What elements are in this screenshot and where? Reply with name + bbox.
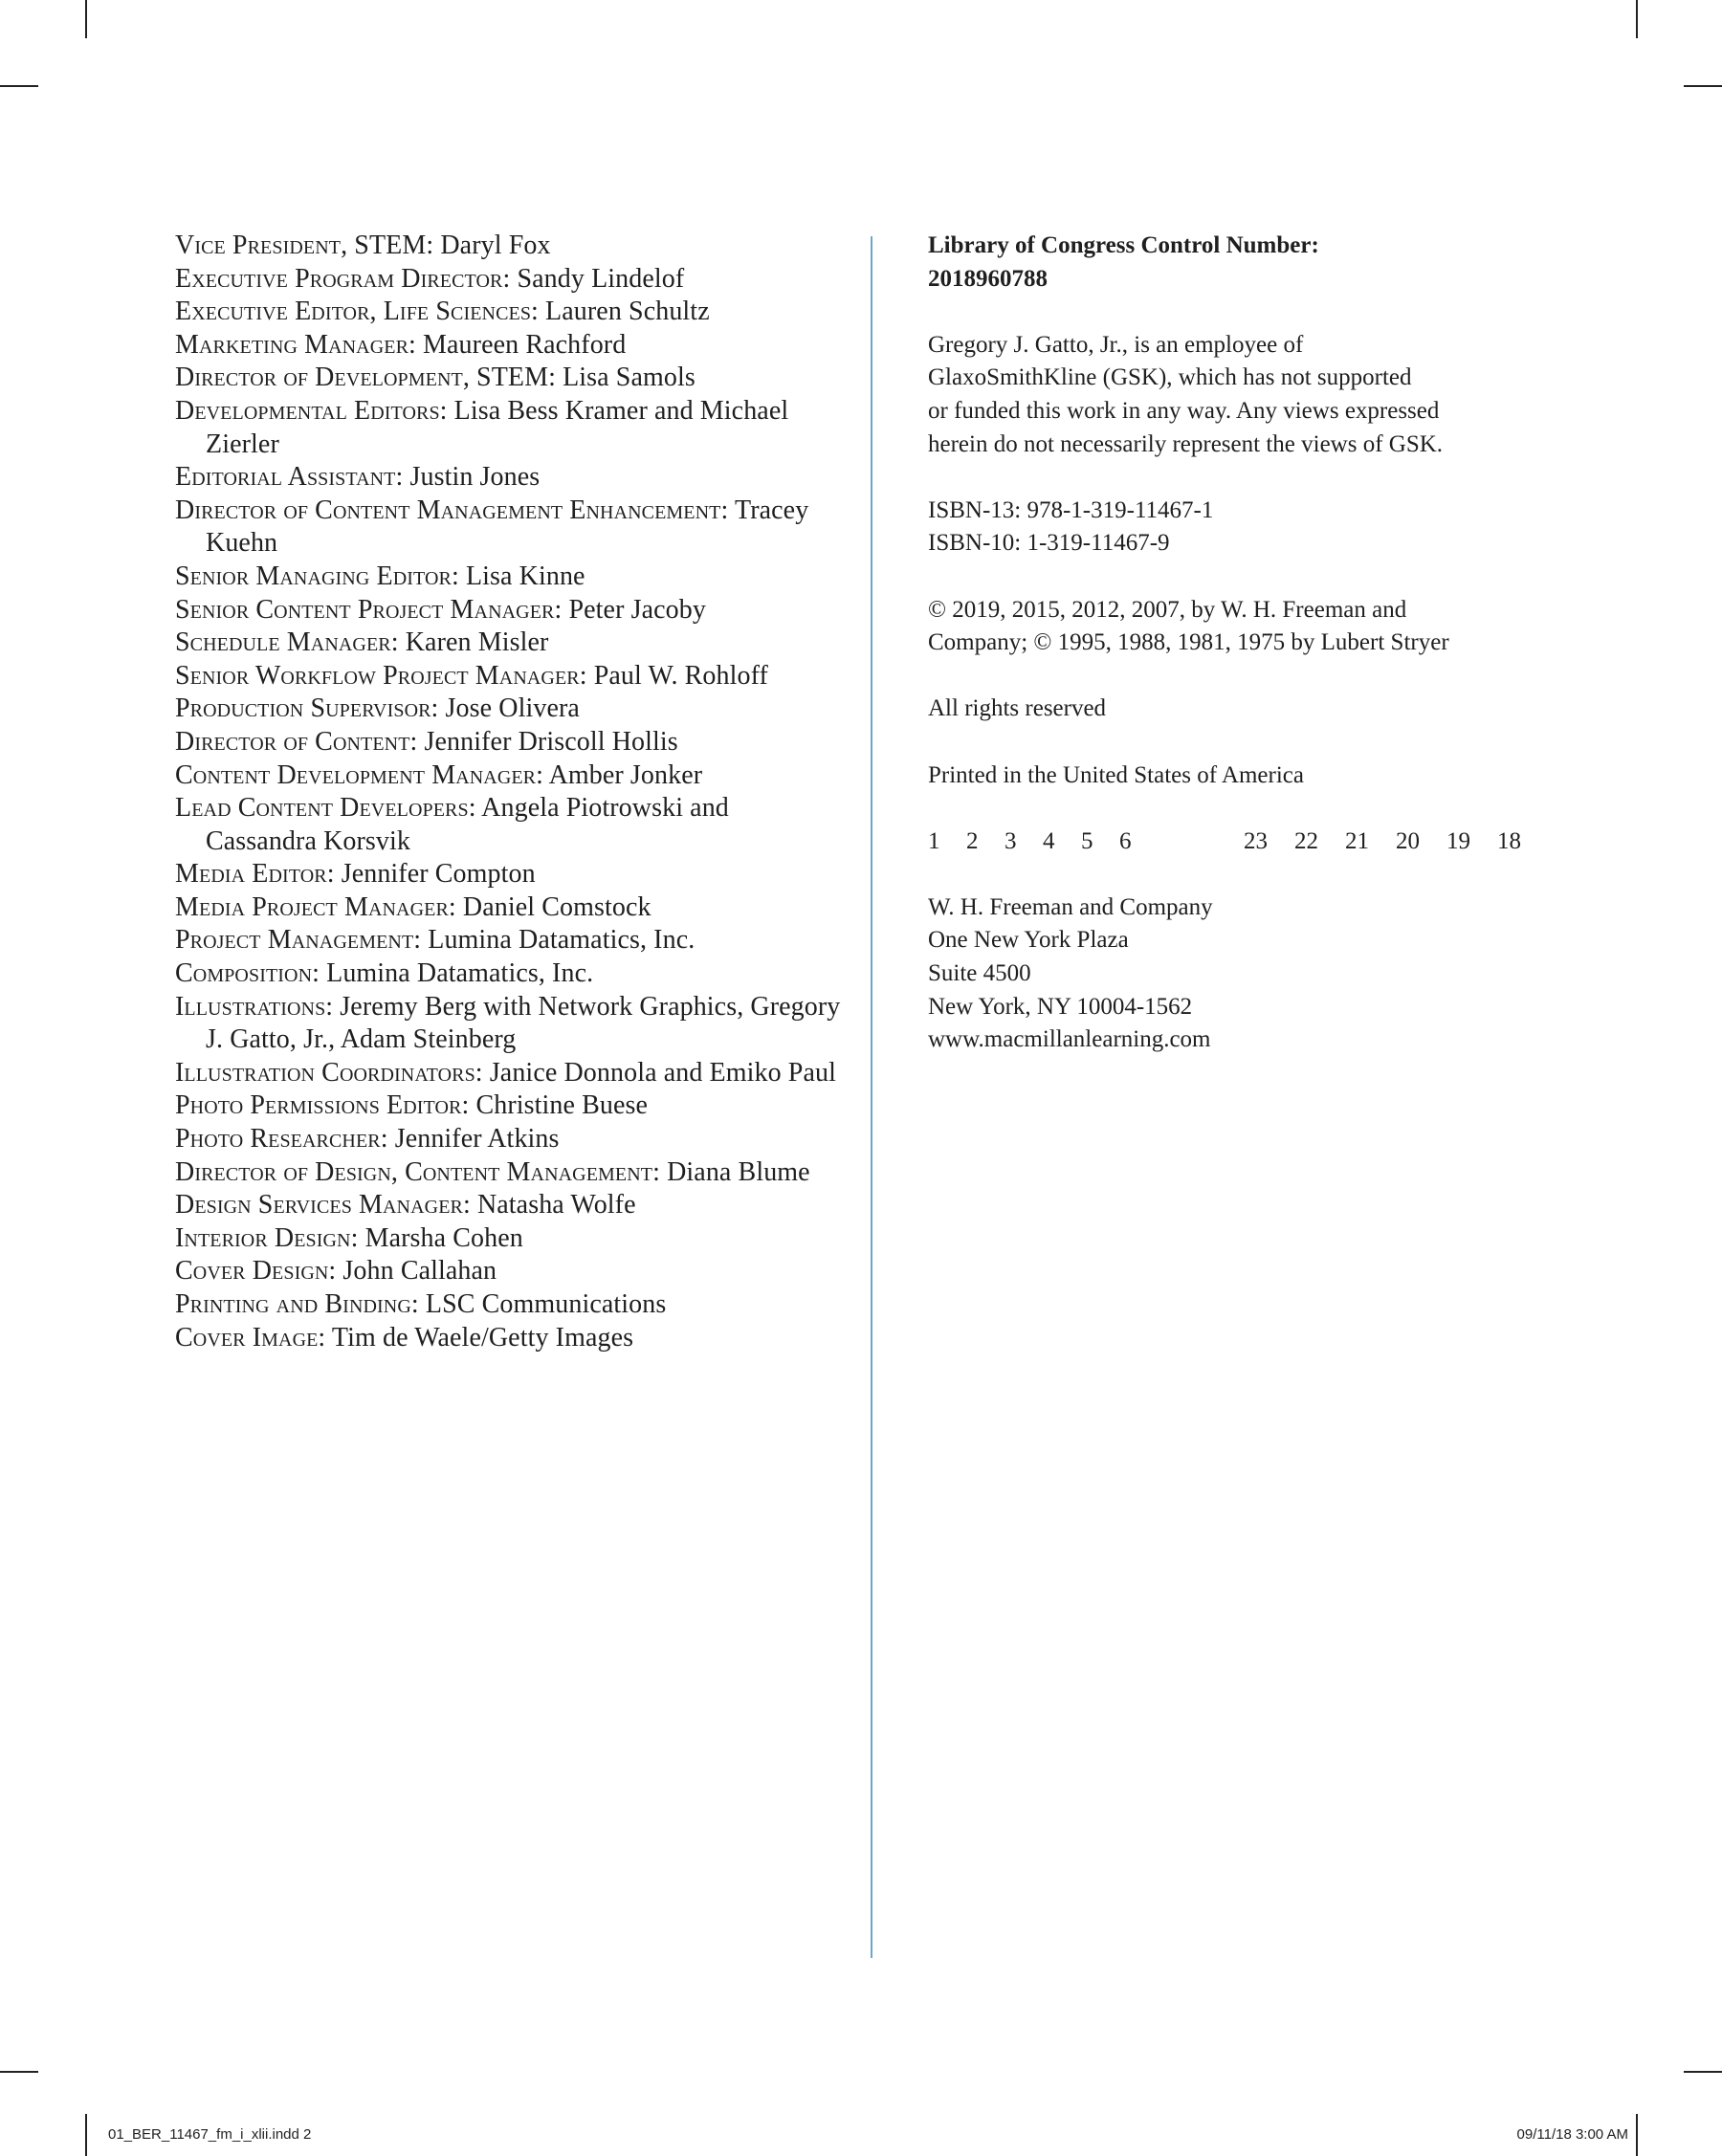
credit-line [175,1156,845,1190]
crop-mark [0,85,38,87]
printing-year: 20 [1396,827,1420,854]
staff-credits [175,230,845,1354]
credit-role: Schedule Manager: [175,627,399,658]
credit-line [175,395,845,461]
credit-name: Lauren Schultz [545,297,710,327]
crop-mark [0,2071,38,2073]
credit-name: Jennifer Compton [341,859,536,890]
credit-role: Photo Researcher: [175,1124,388,1155]
printing-number: 4 [1043,827,1055,854]
publisher-city: New York, NY 10004-1562 [928,993,1193,1020]
credit-name: LSC Communications [425,1289,667,1319]
slug-filename: 01_BER_11467_fm_i_xlii.indd 2 [108,2126,312,2143]
credit-line [175,627,845,660]
disclaimer-line: or funded this work in any way. Any views expressed [928,397,1440,424]
credit-name: Paul W. Rohloff [593,660,768,691]
isbn-13: ISBN-13: 978-1-319-11467-1 [928,496,1214,523]
credit-name: Lisa Bess Kramer and Michael Zierler [206,395,789,459]
lccn-number: 2018960788 [928,265,1048,292]
credit-line [175,759,845,793]
credit-role: Lead Content Developers: [175,793,476,824]
printing-year: 19 [1446,827,1470,854]
credit-line [175,594,845,627]
credit-name: Lisa Samols [563,363,695,393]
credit-role: Cover Image: [175,1322,326,1353]
credit-role: Illustration Coordinators: [175,1057,483,1088]
credit-name: Lumina Datamatics, Inc. [326,958,594,989]
printing-year: 23 [1244,827,1268,854]
credit-name: Karen Misler [405,627,549,658]
printing-year: 18 [1497,827,1521,854]
credit-line [175,1123,845,1156]
credit-role: Developmental Editors: [175,395,448,426]
publisher-name: W. H. Freeman and Company [928,893,1213,920]
copyright-line: Company; © 1995, 1988, 1981, 1975 by Lubert Stryer [928,629,1449,656]
credit-line [175,924,845,957]
credit-role: Photo Permissions Editor: [175,1090,470,1121]
credit-line [175,1057,845,1090]
credit-role: Media Project Manager: [175,891,456,922]
credit-line [175,362,845,395]
credit-name: Daniel Comstock [462,891,651,922]
credit-line [175,792,845,858]
lccn-title: Library of Congress Control Number: [928,232,1319,258]
credit-role: Printing and Binding: [175,1289,419,1319]
credit-name: Sandy Lindelof [517,263,685,294]
disclaimer-line: herein do not necessarily represent the views of GSK. [928,430,1444,457]
credit-line [175,561,845,594]
credit-role: Executive Program Director: [175,263,511,294]
copyright-line: © 2019, 2015, 2012, 2007, by W. H. Freeman and [928,596,1407,623]
credit-line [175,1189,845,1222]
credit-name: Jennifer Driscoll Hollis [424,726,678,757]
printing-number: 1 [928,827,940,854]
credit-name: Justin Jones [409,462,541,493]
printing-number: 5 [1081,827,1093,854]
credit-line [175,1288,845,1322]
crop-mark [1636,2114,1638,2156]
isbn-10: ISBN-10: 1-319-11467-9 [928,530,1170,557]
credit-line [175,1222,845,1256]
credit-role: Director of Design, Content Management: [175,1156,660,1187]
printing-number: 3 [1004,827,1017,854]
credit-line [175,1322,845,1355]
credit-line [175,991,845,1057]
credit-role: Cover Design: [175,1256,337,1287]
credit-name: Diana Blume [667,1156,810,1187]
crop-mark [85,2114,87,2156]
credit-role: Media Editor: [175,859,335,890]
crop-mark [1684,2071,1722,2073]
credit-line [175,495,845,561]
credit-line [175,230,845,263]
credit-name: Jennifer Atkins [394,1124,560,1155]
credit-line [175,329,845,363]
credit-name: Christine Buese [475,1090,649,1121]
credit-line [175,726,845,759]
credit-role: Director of Content: [175,726,418,757]
credit-name: Jeremy Berg with Network Graphics, Gregory J. Gatto, Jr., Adam Steinberg [206,991,841,1055]
credit-role: Vice President, STEM: [175,231,434,260]
credit-role: Senior Managing Editor: [175,561,459,591]
credit-name: Peter Jacoby [568,594,706,625]
credit-name: Angela Piotrowski and Cassandra Korsvik [206,793,729,856]
crop-mark [1684,85,1722,87]
credit-name: John Callahan [342,1256,497,1287]
credit-role: Illustrations: [175,991,334,1022]
printing-year: 21 [1345,827,1369,854]
credit-role: Interior Design: [175,1222,359,1253]
credit-name: Amber Jonker [548,759,703,790]
credit-name: Janice Donnola and Emiko Paul [489,1057,836,1088]
crop-mark [85,0,87,38]
credit-line [175,296,845,329]
credit-role: Director of Development, STEM: [175,363,556,393]
credit-role: Editorial Assistant: [175,462,404,493]
slug-datetime: 09/11/18 3:00 AM [1516,2126,1628,2143]
crop-mark [1636,0,1638,38]
credit-name: Lumina Datamatics, Inc. [428,925,695,956]
printing-year: 22 [1294,827,1318,854]
publisher-website: www.macmillanlearning.com [928,1026,1211,1053]
copyright-info [928,230,1559,1057]
publisher-suite: Suite 4500 [928,960,1031,987]
disclaimer-line: GlaxoSmithKline (GSK), which has not supported [928,364,1412,391]
credit-name: Maureen Rachford [423,329,627,360]
credit-role: Senior Content Project Manager: [175,594,563,625]
credit-role: Production Supervisor: [175,693,439,724]
credit-name: Daryl Fox [440,231,551,260]
credit-line [175,263,845,297]
credit-name: Natasha Wolfe [476,1190,636,1221]
printing-number: 2 [966,827,979,854]
credit-name: Tracey Kuehn [206,495,809,559]
publisher-street: One New York Plaza [928,927,1129,954]
credit-line [175,891,845,925]
disclaimer-line: Gregory J. Gatto, Jr., is an employee of [928,331,1304,358]
printing-number: 6 [1119,827,1132,854]
credit-name: Marsha Cohen [364,1222,523,1253]
credit-line [175,1255,845,1288]
credit-line [175,693,845,726]
credit-role: Director of Content Management Enhancement: [175,495,729,525]
rights-statement: All rights reserved [928,695,1107,722]
credit-role: Project Management: [175,925,422,956]
credit-role: Design Services Manager: [175,1190,471,1221]
column-divider [871,236,872,1958]
printed-statement: Printed in the United States of America [928,761,1304,788]
credit-line [175,858,845,891]
credit-line [175,660,845,693]
printing-numbers [928,825,1559,859]
credit-role: Content Development Manager: [175,759,544,790]
credit-name: Jose Olivera [445,693,580,724]
credit-name: Lisa Kinne [465,561,585,591]
credit-role: Composition: [175,958,320,989]
credit-role: Senior Workflow Project Manager: [175,660,587,691]
credit-name: Tim de Waele/Getty Images [331,1322,634,1353]
credit-role: Marketing Manager: [175,329,416,360]
credit-line [175,461,845,495]
credit-line [175,1089,845,1123]
credit-line [175,957,845,991]
credit-role: Executive Editor, Life Sciences: [175,297,539,327]
